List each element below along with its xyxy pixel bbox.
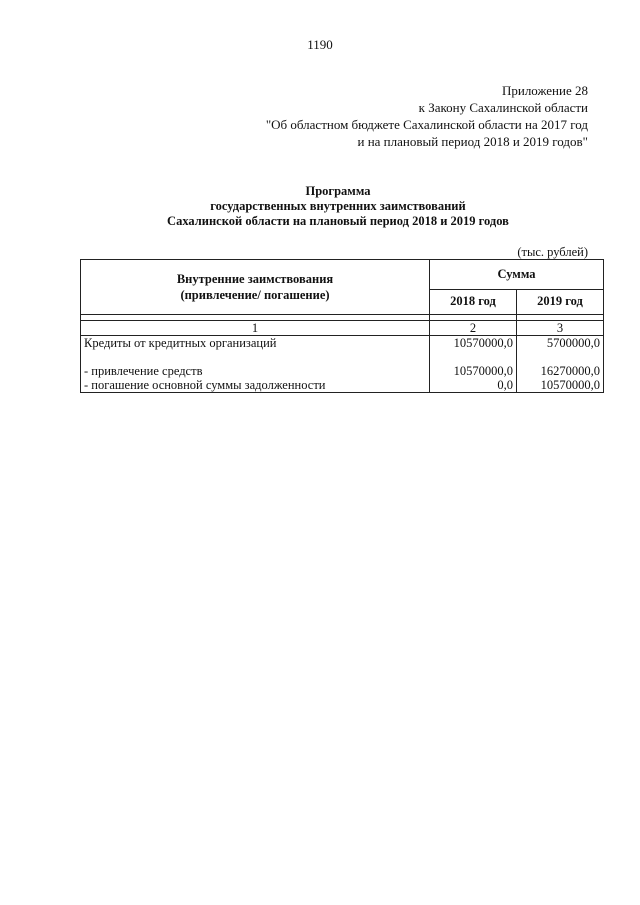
units-label: (тыс. рублей) bbox=[517, 245, 588, 259]
title-line-1: Программа bbox=[305, 184, 371, 198]
appendix-line-4: и на плановый период 2018 и 2019 годов" bbox=[357, 134, 588, 149]
values-2018-cell bbox=[430, 336, 517, 393]
header-year-2019: 2019 год bbox=[517, 289, 604, 314]
table-row bbox=[81, 336, 604, 393]
row-names-cell bbox=[81, 336, 430, 393]
value-2018: 0,0 bbox=[497, 378, 513, 392]
row-name: Кредиты от кредитных организаций bbox=[84, 336, 277, 350]
page-number: 1190 bbox=[307, 37, 333, 52]
value-2019: 5700000,0 bbox=[546, 336, 600, 350]
table-header-row bbox=[81, 260, 604, 290]
header-name-line-1: Внутренние заимствования bbox=[176, 272, 334, 286]
value-2019: 10570000,0 bbox=[540, 378, 600, 392]
row-name: - привлечение средств bbox=[84, 364, 203, 378]
row-name: - погашение основной суммы задолженности bbox=[84, 378, 326, 392]
column-number-3: 3 bbox=[517, 321, 604, 336]
title-line-2: государственных внутренних заимствований bbox=[210, 199, 466, 213]
column-number-2: 2 bbox=[430, 321, 517, 336]
header-borrowing-name bbox=[81, 260, 430, 315]
column-numbers-row bbox=[81, 321, 604, 336]
value-2018: 10570000,0 bbox=[453, 336, 513, 350]
header-sum: Сумма bbox=[430, 260, 604, 290]
appendix-reference bbox=[266, 82, 588, 150]
appendix-line-2: к Закону Сахалинской области bbox=[418, 100, 588, 115]
header-name-line-2: (привлечение/ погашение) bbox=[180, 288, 330, 302]
value-2018: 10570000,0 bbox=[453, 364, 513, 378]
value-2019: 16270000,0 bbox=[540, 364, 600, 378]
appendix-line-1: Приложение 28 bbox=[501, 83, 588, 98]
values-2019-cell bbox=[517, 336, 604, 393]
appendix-line-3: "Об областном бюджете Сахалинской области на 2017 год bbox=[265, 117, 588, 132]
borrowing-table bbox=[80, 259, 604, 393]
header-year-2018: 2018 год bbox=[430, 289, 517, 314]
document-title bbox=[0, 184, 640, 229]
column-number-1: 1 bbox=[81, 321, 430, 336]
title-line-3: Сахалинской области на плановый период 2018 и 2019 годов bbox=[167, 214, 509, 228]
